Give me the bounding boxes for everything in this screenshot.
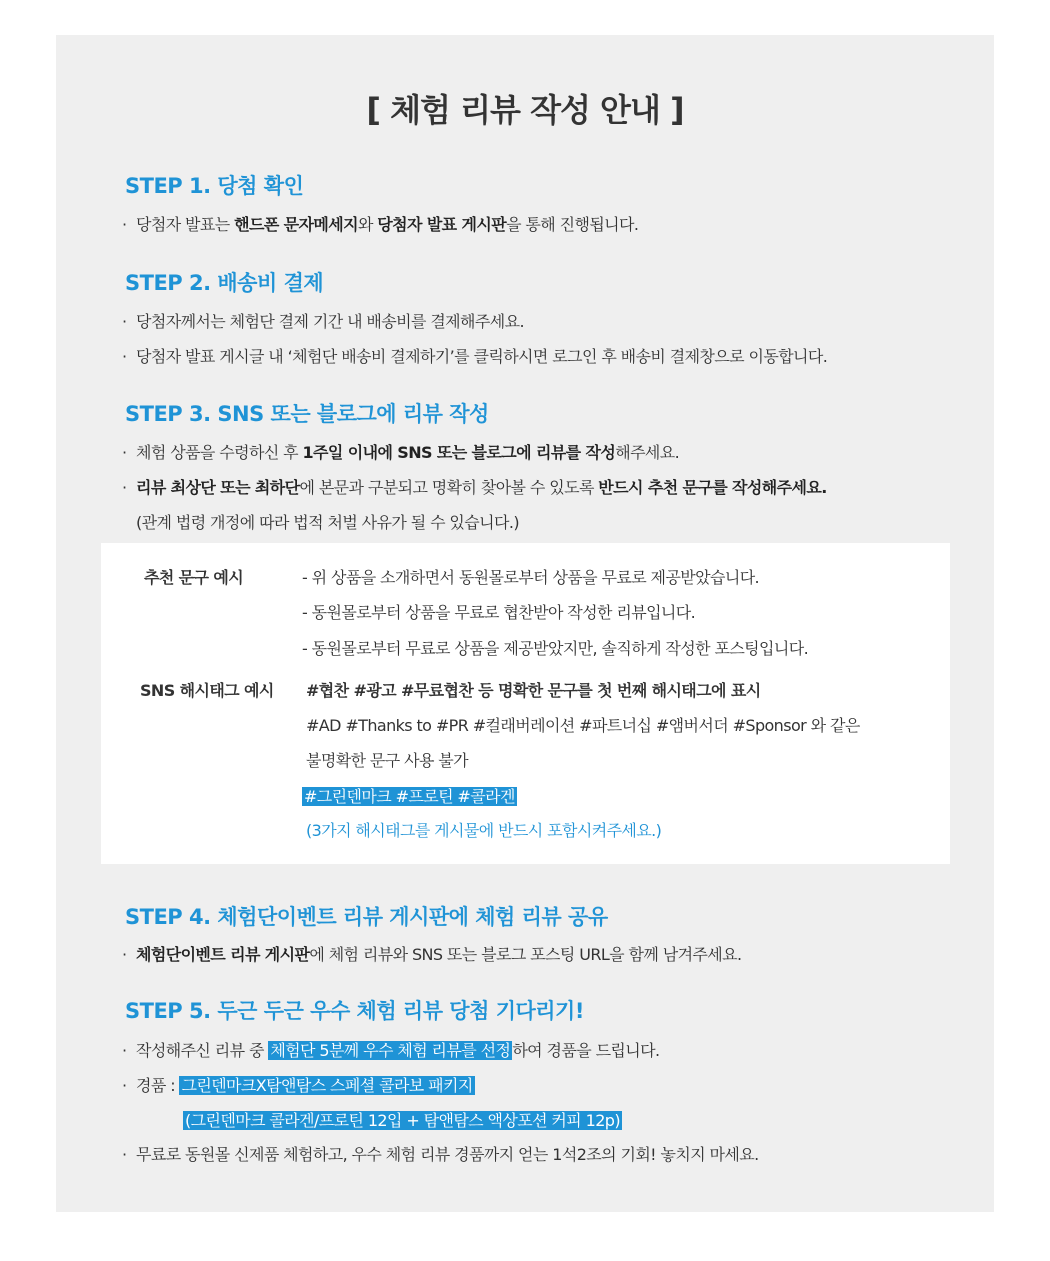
hashtag-example-label: SNS 해시태그 예시 bbox=[140, 681, 274, 700]
step3-line2: · 리뷰 최상단 또는 최하단에 본문과 구분되고 명확히 찾아볼 수 있도록 반드시 추천 문구를 작성해주세요. bbox=[122, 478, 827, 497]
hashtag-bad-line1: #AD #Thanks to #PR #컬래버레이션 #파트너십 #앰버서더 #Sponsor 와 같은 bbox=[306, 716, 860, 735]
step1-line1: · 당첨자 발표는 핸드폰 문자메세지와 당첨자 발표 게시판을 통해 진행됩니다. bbox=[122, 215, 639, 234]
step1-heading: STEP 1. 당첨 확인 bbox=[125, 174, 304, 198]
step2-line1: · 당첨자께서는 체험단 결제 기간 내 배송비를 결제해주세요. bbox=[122, 312, 524, 331]
bullet: · bbox=[122, 1145, 127, 1164]
bullet: · bbox=[122, 215, 127, 234]
bullet: · bbox=[122, 312, 127, 331]
phrase-example-3: - 동원몰로부터 무료로 상품을 제공받았지만, 솔직하게 작성한 포스팅입니다. bbox=[302, 639, 809, 658]
step3-line1: · 체험 상품을 수령하신 후 1주일 이내에 SNS 또는 블로그에 리뷰를 작성해주세요. bbox=[122, 443, 680, 462]
phrase-example-label: 추천 문구 예시 bbox=[144, 568, 244, 587]
review-guide-panel bbox=[56, 35, 994, 1212]
bullet: · bbox=[122, 1041, 127, 1060]
hashtag-rule: #협찬 #광고 #무료협찬 등 명확한 문구를 첫 번째 해시태그에 표시 bbox=[306, 681, 761, 700]
bullet: · bbox=[122, 443, 127, 462]
bullet: · bbox=[122, 1076, 127, 1095]
bullet: · bbox=[122, 347, 127, 366]
hashtag-bad-line2: 불명확한 문구 사용 불가 bbox=[306, 751, 469, 770]
step2-line2: · 당첨자 발표 게시글 내 ‘체험단 배송비 결제하기’를 클릭하시면 로그인 후 배송비 결제창으로 이동합니다. bbox=[122, 347, 828, 366]
step4-heading: STEP 4. 체험단이벤트 리뷰 게시판에 체험 리뷰 공유 bbox=[125, 905, 608, 929]
bullet: · bbox=[122, 478, 127, 497]
step5-line4: · 무료로 동원몰 신제품 체험하고, 우수 체험 리뷰 경품까지 얻는 1석2조의 기회! 놓치지 마세요. bbox=[122, 1145, 759, 1164]
phrase-example-1: - 위 상품을 소개하면서 동원몰로부터 상품을 무료로 제공받았습니다. bbox=[302, 568, 760, 587]
bullet: · bbox=[122, 945, 127, 964]
step5-heading: STEP 5. 두근 두근 우수 체험 리뷰 당첨 기다리기! bbox=[125, 999, 584, 1023]
step2-heading: STEP 2. 배송비 결제 bbox=[125, 271, 324, 295]
examples-box bbox=[101, 543, 950, 864]
step4-line1: · 체험단이벤트 리뷰 게시판에 체험 리뷰와 SNS 또는 블로그 포스팅 URL을 함께 남겨주세요. bbox=[122, 945, 742, 964]
phrase-example-2: - 동원몰로부터 상품을 무료로 협찬받아 작성한 리뷰입니다. bbox=[302, 603, 696, 622]
step3-note: (관계 법령 개정에 따라 법적 처벌 사유가 될 수 있습니다.) bbox=[136, 513, 519, 532]
required-hashtags-note: (3가지 해시태그를 게시물에 반드시 포함시켜주세요.) bbox=[306, 821, 662, 840]
page-title: [ 체험 리뷰 작성 안내 ] bbox=[366, 91, 684, 129]
required-hashtags: #그린덴마크 #프로틴 #콜라겐 bbox=[304, 787, 515, 806]
step5-prize-detail: (그린덴마크 콜라겐/프로틴 12입 + 탐앤탐스 액상포션 커피 12p) bbox=[185, 1111, 620, 1130]
step5-line1: · 작성해주신 리뷰 중 체험단 5분께 우수 체험 리뷰를 선정 하여 경품을 드립니다. bbox=[122, 1041, 660, 1060]
step3-heading: STEP 3. SNS 또는 블로그에 리뷰 작성 bbox=[125, 402, 489, 426]
step5-line2: · 경품 : 그린덴마크X탐앤탐스 스페셜 콜라보 패키지 bbox=[122, 1076, 473, 1095]
